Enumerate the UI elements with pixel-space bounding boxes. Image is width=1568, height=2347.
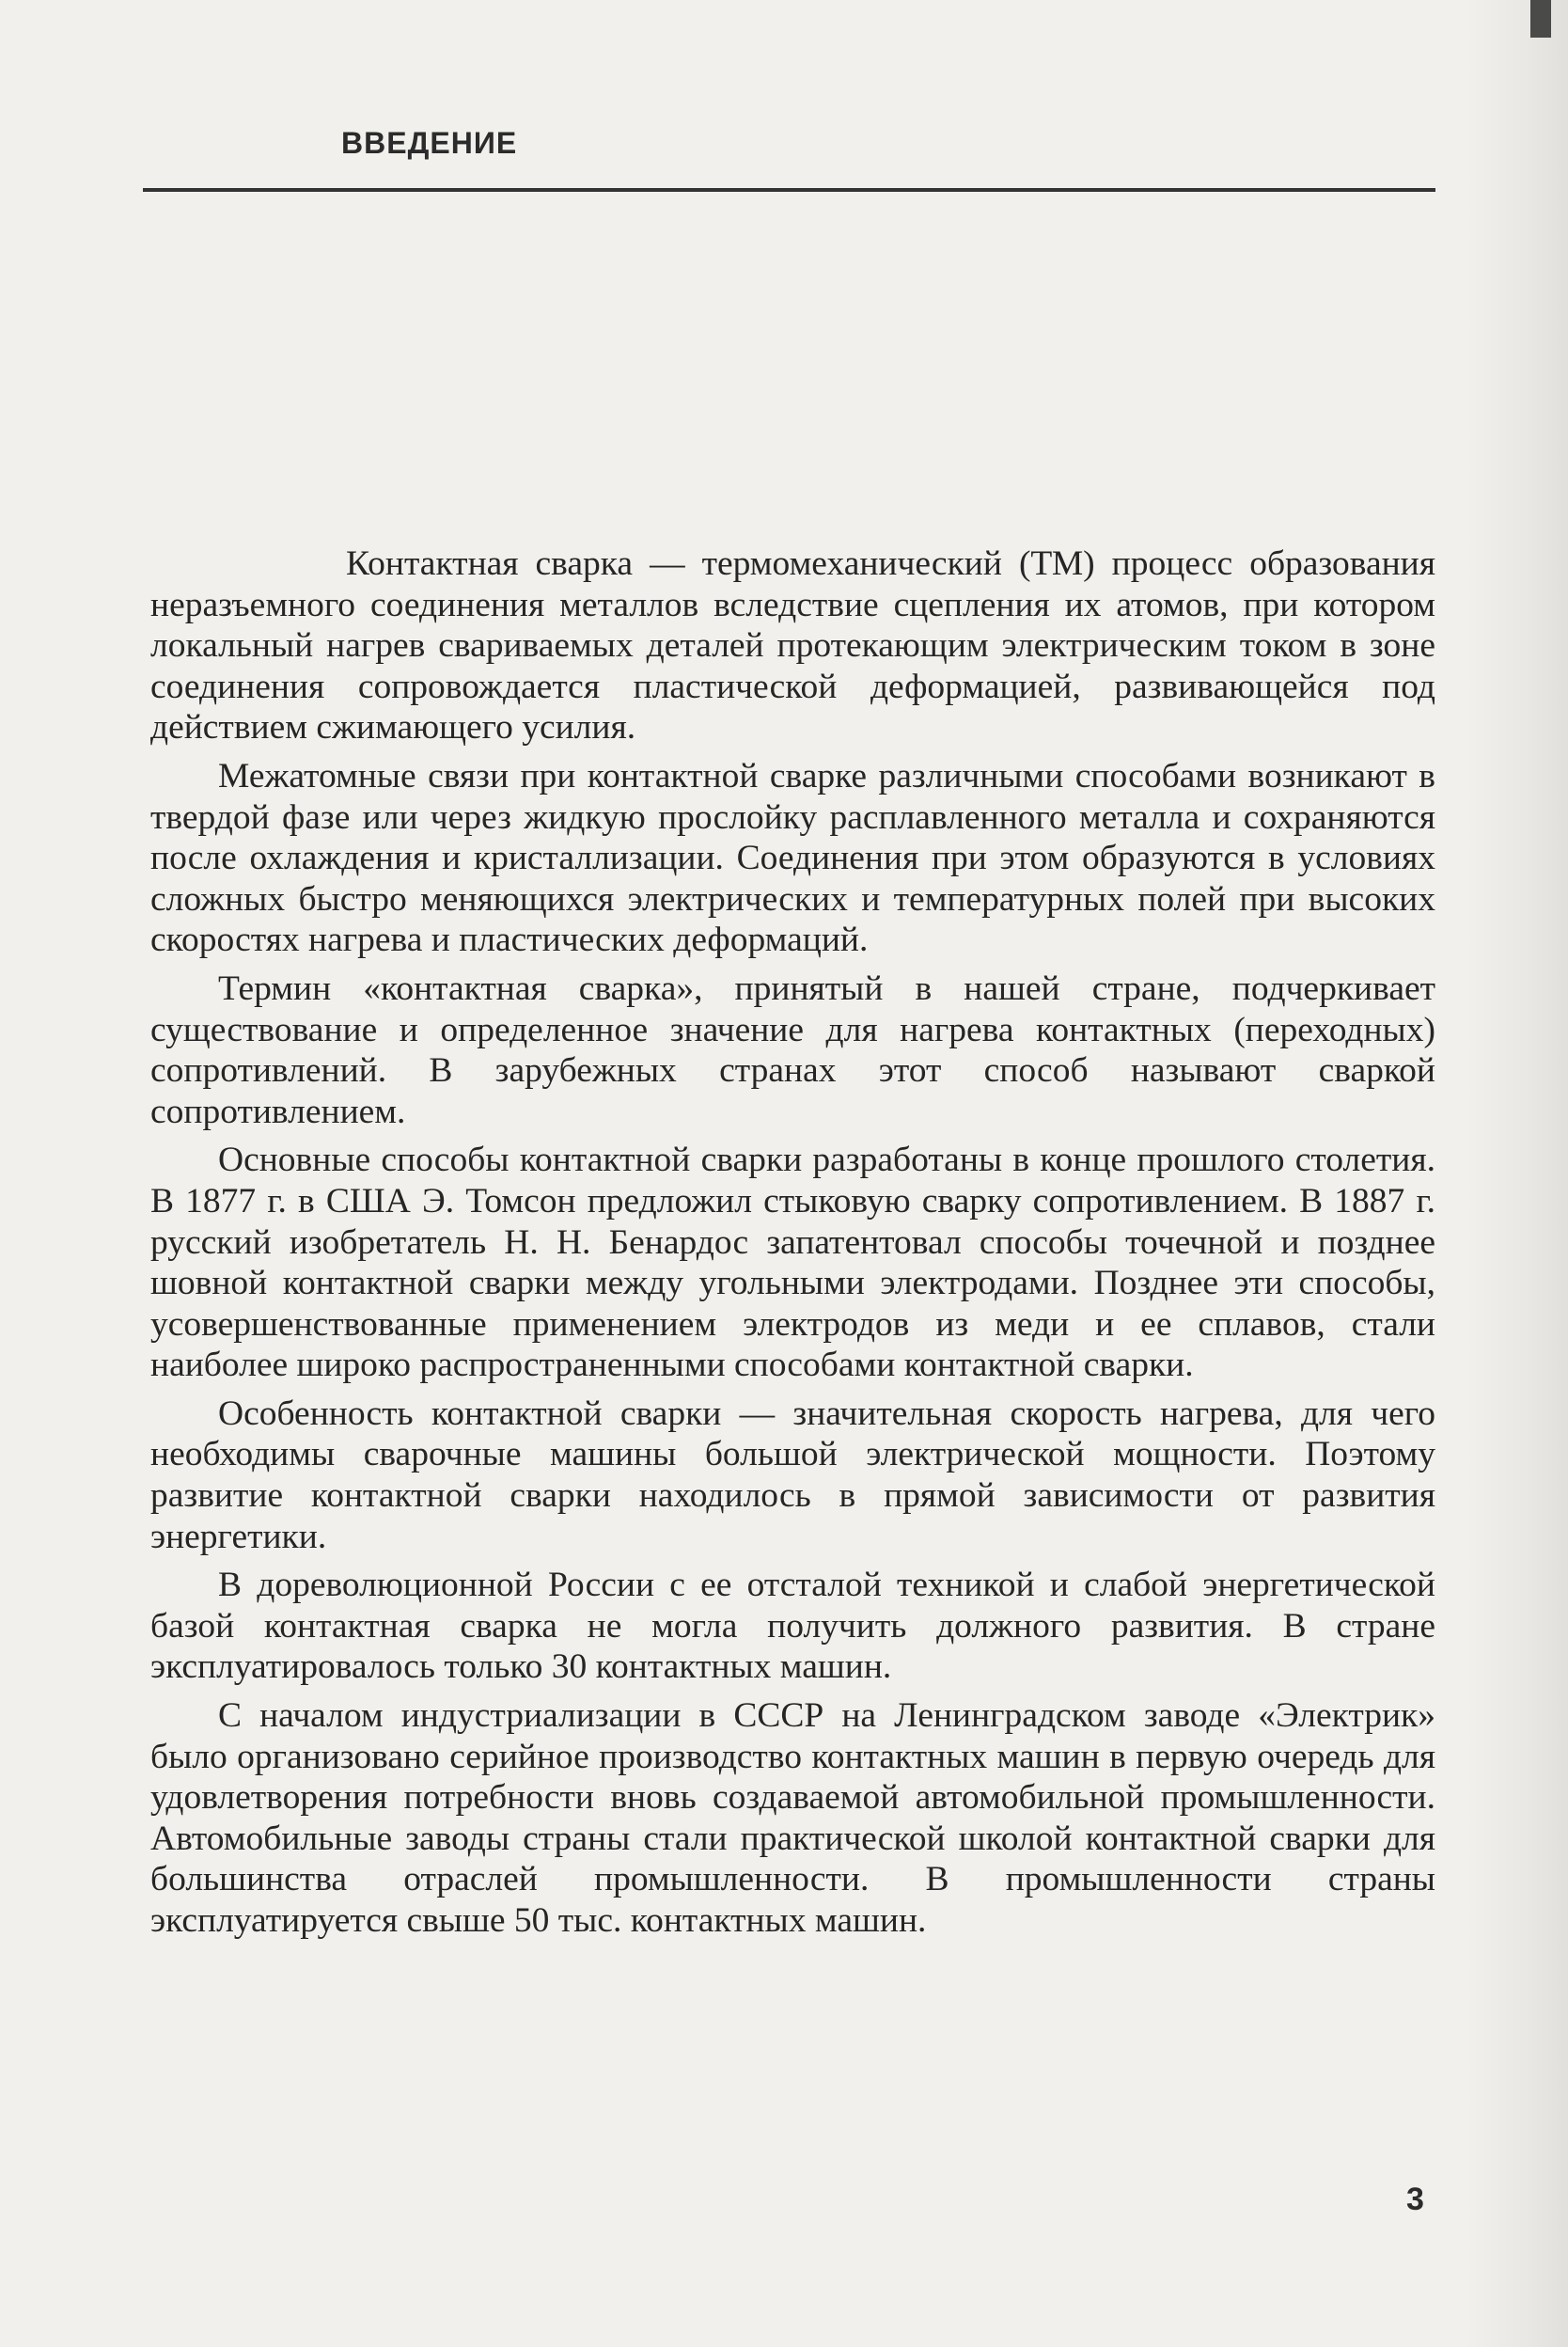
heading-rule (143, 188, 1435, 192)
paragraph: Термин «контактная сварка», принятый в нашей стране, подчеркивает существование и определенное значение для нагрева контактных (переходных) сопротивлений. В зарубежных странах этот способ называют сваркой сопротивлением. (150, 969, 1435, 1131)
paragraph: С началом индустриализации в СССР на Ленинградском заводе «Электрик» было организовано серийное производство контактных машин в первую очередь для удовлетворения потребности вновь создаваемой автомобильной промышленности. Автомобильные заводы страны стали практической школой контактной сварки для большинства отраслей промышленности. В промышленности страны эксплуатируется свыше 50 тыс. контактных машин. (150, 1696, 1435, 1940)
paragraph: Контактная сварка — термомеханический (ТМ) процесс образования неразъемного соединения металлов вследствие сцепления их атомов, при котором локальный нагрев свариваемых деталей протекающим электрическим током в зоне соединения сопровождается пластической деформацией, развивающейся под действием сжимающего усилия. (150, 544, 1435, 748)
section-heading: ВВЕДЕНИЕ (341, 126, 518, 160)
page-shadow (1465, 0, 1568, 2347)
page-number: 3 (1406, 2182, 1424, 2217)
body-text (150, 543, 1435, 1949)
paragraph: Основные способы контактной сварки разработаны в конце прошлого столетия. В 1877 г. в США Э. Томсон предложил стыковую сварку сопротивлением. В 1887 г. русский изобретатель Н. Н. Бенардос запатентовал способы точечной и позднее шовной контактной сварки между угольными электродами. Позднее эти способы, усовершенствованные применением электродов из меди и ее сплавов, стали наиболее широко распространенными способами контактной сварки. (150, 1141, 1435, 1385)
paragraph: В дореволюционной России с ее отсталой техникой и слабой энергетической базой контактная сварка не могла получить должного развития. В стране эксплуатировалось только 30 контактных машин. (150, 1566, 1435, 1687)
paragraph: Особенность контактной сварки — значительная скорость нагрева, для чего необходимы сварочные машины большой электрической мощности. Поэтому развитие контактной сварки находилось в прямой зависимости от развития энергетики. (150, 1394, 1435, 1556)
scan-edge-mark (1530, 0, 1551, 38)
paragraph: Межатомные связи при контактной сварке различными способами возникают в твердой фазе или через жидкую прослойку расплавленного металла и сохраняются после охлаждения и кристаллизации. Соединения при этом образуются в условиях сложных быстро меняющихся электрических и температурных полей при высоких скоростях нагрева и пластических деформаций. (150, 756, 1435, 960)
